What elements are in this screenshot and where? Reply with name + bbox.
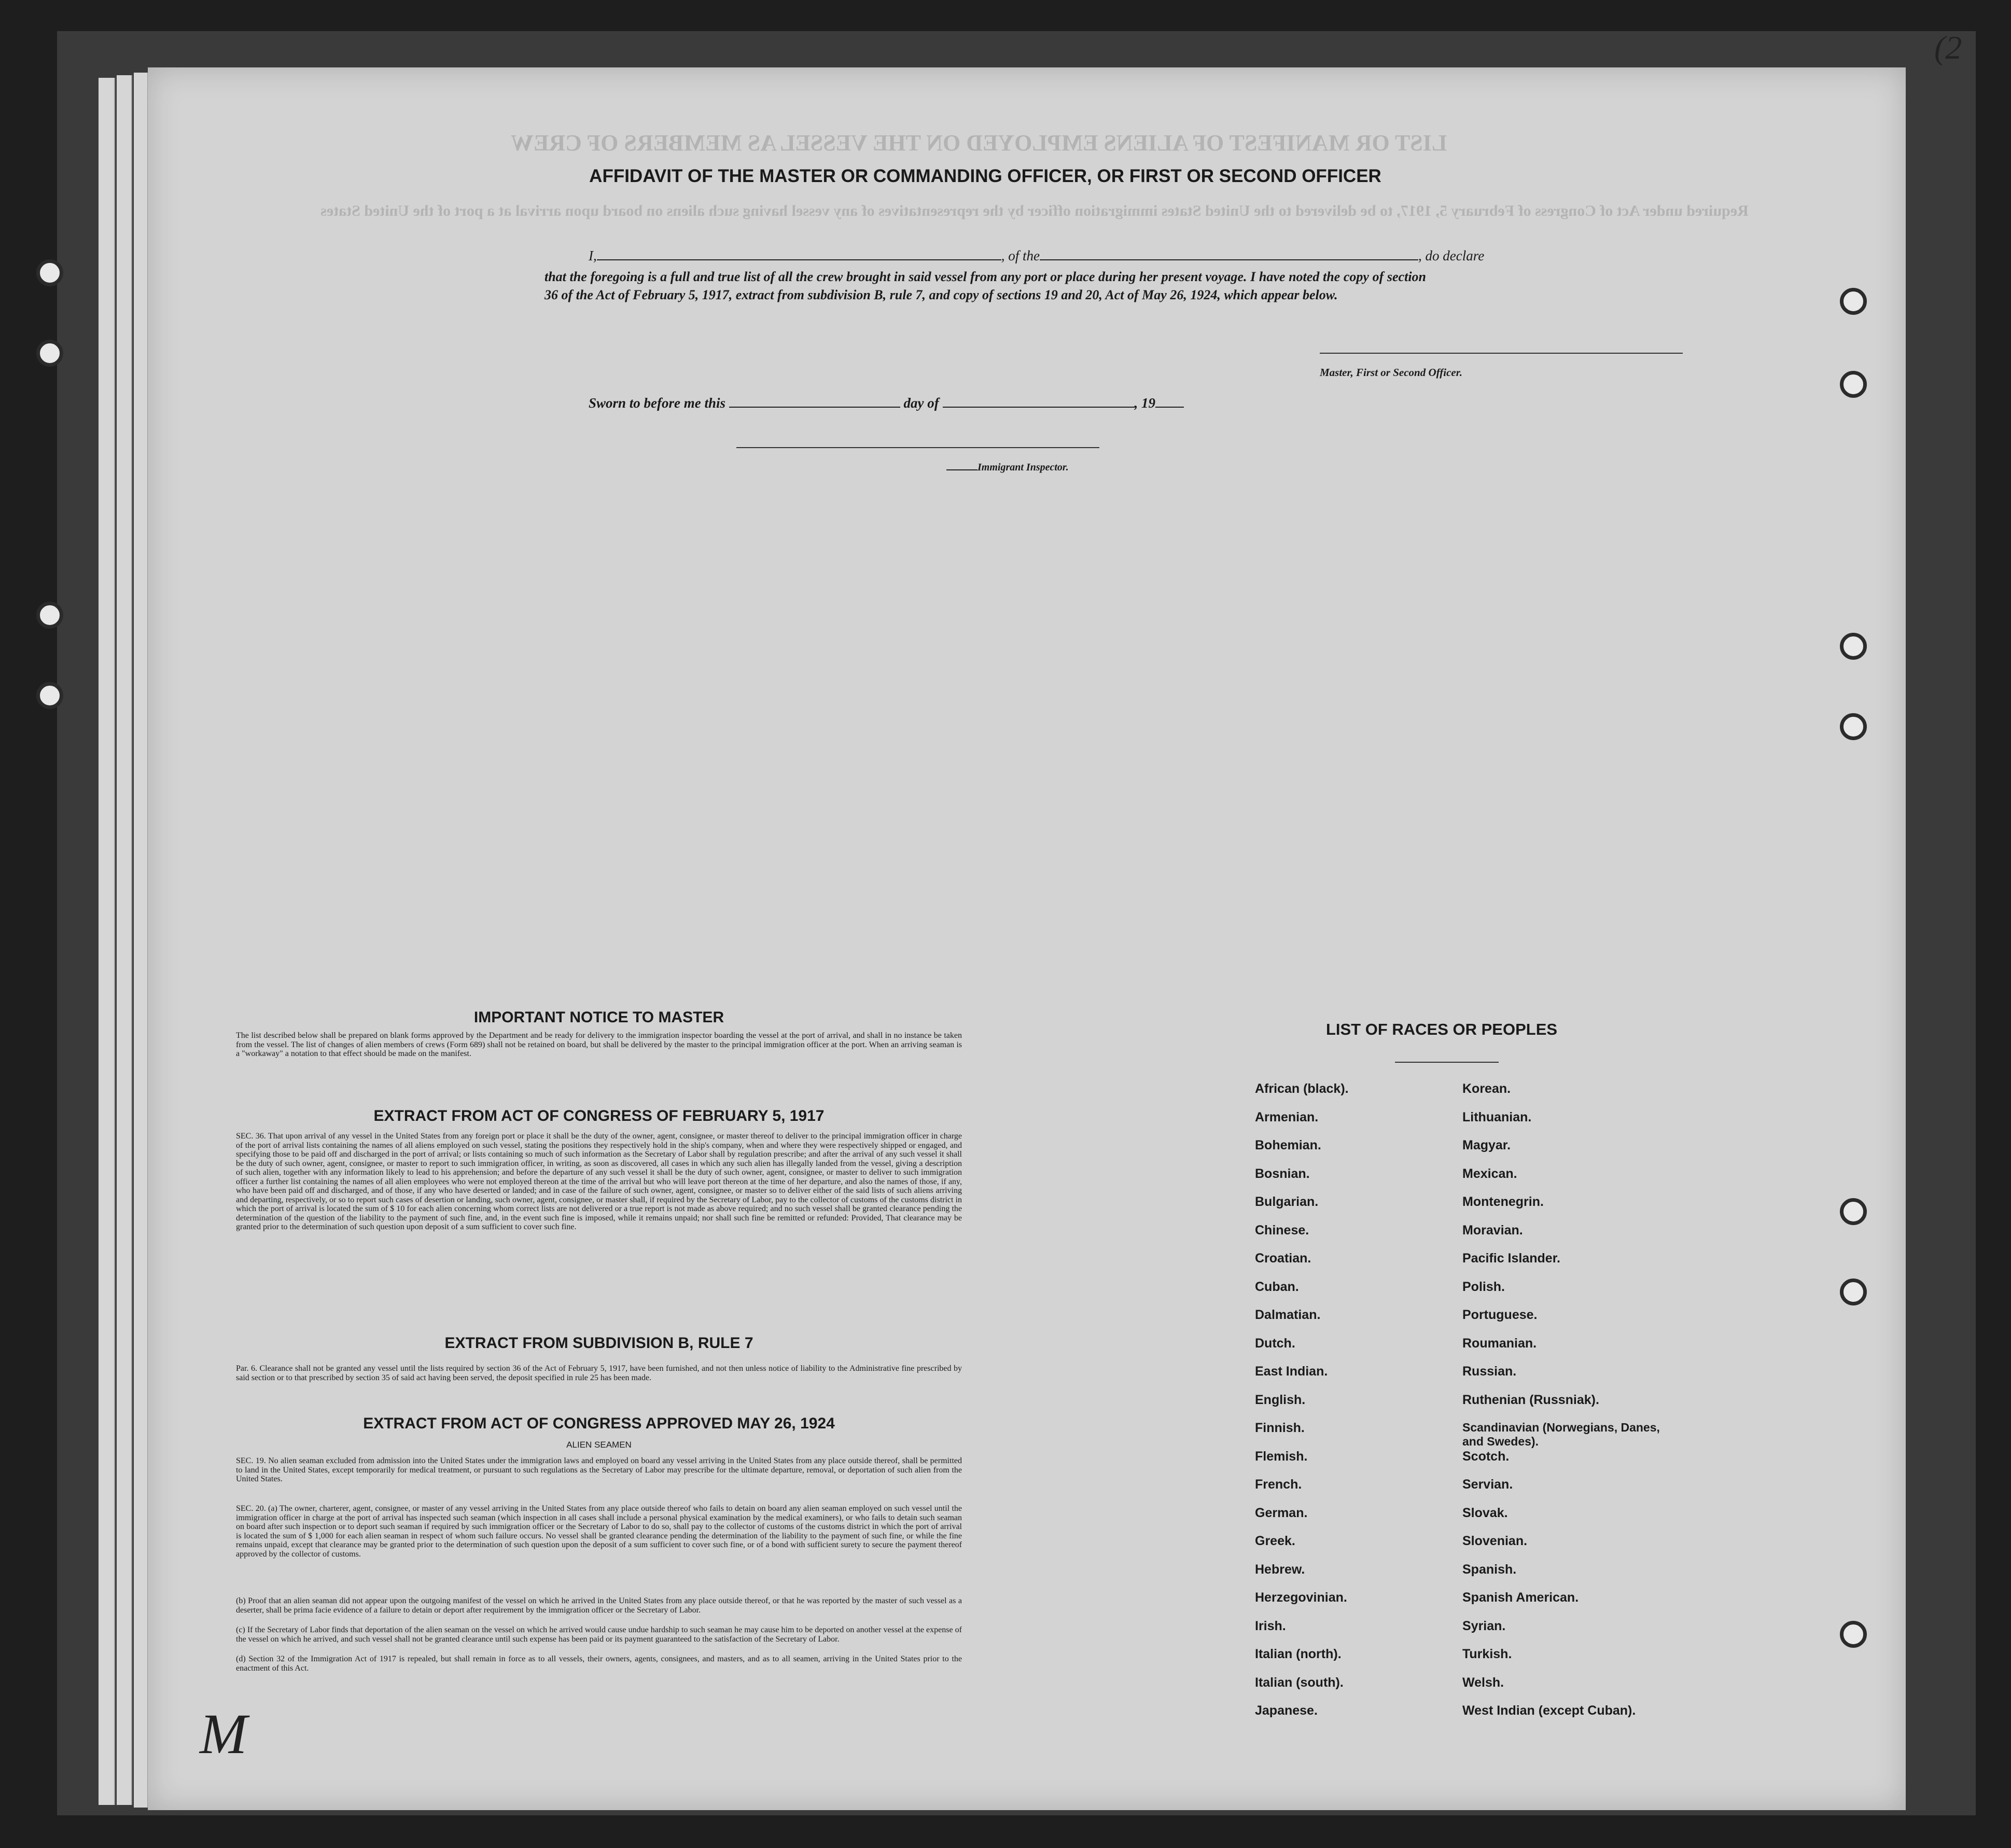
race-item: Greek.: [1255, 1534, 1295, 1548]
race-item: Russian.: [1462, 1364, 1517, 1379]
punch-hole: [1840, 713, 1867, 740]
races-left-column: [1255, 1081, 1349, 1732]
punch-hole: [1840, 288, 1867, 315]
race-item: Ruthenian (Russniak).: [1462, 1392, 1599, 1407]
race-item: German.: [1255, 1505, 1308, 1520]
race-item: Italian (south).: [1255, 1675, 1344, 1690]
race-item: Scandinavian (Norwegians, Danes, and Swedes).: [1462, 1421, 1660, 1448]
sworn-year-field[interactable]: [1155, 407, 1184, 408]
sec20c-body: (c) If the Secretary of Labor finds that deportation of the alien seaman on the vessel on which he arrived would cause undue hardship to such seaman he may cause him to be deported on another vessel at the expense of the vessel on which he arrived, and such vessel shall not be granted clearance until such expense has been paid or its payment guaranteed to the satisfaction of the Secretary of Labor.: [236, 1625, 962, 1644]
race-item: Mexican.: [1462, 1166, 1517, 1181]
race-item: Spanish American.: [1462, 1590, 1579, 1605]
race-item: Lithuanian.: [1462, 1109, 1532, 1124]
master-signature-label: Master, First or Second Officer.: [1320, 366, 1462, 379]
page-edge: [99, 78, 115, 1805]
race-item: East Indian.: [1255, 1364, 1328, 1379]
race-item: Croatian.: [1255, 1251, 1311, 1266]
race-item: Armenian.: [1255, 1109, 1319, 1124]
race-item: Flemish.: [1255, 1449, 1308, 1464]
page-edge: [117, 75, 132, 1805]
race-item: Montenegrin.: [1462, 1194, 1544, 1209]
sec19-body: SEC. 19. No alien seaman excluded from admission into the United States under the immigration laws and employed on board any vessel arriving in the United States from any place outside thereof, shall be permitted to land in the United States, except temporarily for medical treatment, or pursuant to such regulations as the Secretary of Labor may prescribe for the ultimate departure, removal, or deportation of such alien from the United States.: [236, 1456, 962, 1483]
race-item: Moravian.: [1462, 1222, 1523, 1238]
race-item: Japanese.: [1255, 1703, 1318, 1718]
master-name-field[interactable]: [597, 259, 1001, 260]
sworn-label: Sworn to before me this: [589, 395, 726, 411]
races-title: LIST OF RACES OR PEOPLES: [1325, 1020, 1558, 1038]
punch-hole: [36, 682, 63, 709]
punch-hole: [1840, 1279, 1867, 1305]
ghost-subtitle: Required under Act of Congress of February 5, 1917, to be delivered to the United States immigration officer by the representatives of any vessel having such aliens on board upon arrival at a port of the United States: [320, 202, 1749, 219]
sworn-line: [589, 395, 1184, 411]
punch-hole: [1840, 1198, 1867, 1225]
punch-hole: [1840, 371, 1867, 398]
page-edge: [134, 73, 148, 1808]
affidavit-declaration-line: [589, 248, 1484, 264]
race-item: African (black).: [1255, 1081, 1349, 1096]
race-item: Magyar.: [1462, 1138, 1511, 1152]
race-item: Italian (north).: [1255, 1647, 1342, 1661]
race-item: Roumanian.: [1462, 1336, 1537, 1351]
notice-body: The list described below shall be prepared on blank forms approved by the Department and be ready for delivery to the immigration inspector boarding the vessel at the port of arrival, and shall in no instance be taken from the vessel. The list of changes of alien members of crews (Form 689) shall not be retained on board, but shall be delivered by the master to the principal immigration officer at the port. When an arriving seaman is a "workaway" a notation to that effect should be made on the manifest.: [236, 1031, 962, 1058]
race-item: Servian.: [1462, 1477, 1513, 1492]
sec20d-body: (d) Section 32 of the Immigration Act of 1917 is repealed, but shall remain in force as to all vessels, their owners, agents, consignees, and masters, and as to all seamen, arriving in the United States prior to the enactment of this Act.: [236, 1655, 962, 1673]
race-item: Chinese.: [1255, 1222, 1309, 1238]
race-item: Korean.: [1462, 1081, 1511, 1096]
race-item: Slovak.: [1462, 1505, 1508, 1520]
race-item: French.: [1255, 1477, 1302, 1492]
sworn-month-field[interactable]: [943, 407, 1135, 408]
race-item: Polish.: [1462, 1279, 1505, 1294]
inspector-label: Immigrant Inspector.: [977, 462, 1069, 473]
race-item: Syrian.: [1462, 1618, 1506, 1633]
vessel-name-field[interactable]: [1040, 259, 1418, 260]
do-declare-label: , do declare: [1418, 248, 1485, 263]
of-the-label: , of the: [1001, 248, 1040, 263]
race-item: Herzegovinian.: [1255, 1590, 1347, 1605]
race-item: Pacific Islander.: [1462, 1251, 1560, 1266]
extract-1917-body: SEC. 36. That upon arrival of any vessel in the United States from any foreign port or place it shall be the duty of the owner, agent, consignee, or master thereof to deliver to the principal immigration officer in charge of the port of arrival lists containing the names of all aliens employed on such vessel, stating the positions they respectively hold in the ship's company, when and where they were respectively shipped or engaged, and specifying those to be paid off and discharged in the port of arrival; or lists containing so much of such information as the Secretary of Labor shall by regulation prescribe; and after the arrival of any such vessel it shall be the duty of such owner, agent, consignee, or master to report to such immigration officer, in writing, as soon as discovered, all cases in which any such alien has illegally landed from the vessel, giving a description of such alien, together with any information likely to lead to his apprehension; and before the departure of any such vessel it shall be the duty of such owner, agent, consignee, or master to deliver to such immigration officer a further list containing the names of all alien employees who were not employed thereon at the time of the arrival but who will leave port thereon at the time of her departure, and also the names of those, if any, who have been paid off and discharged, and of those, if any who have deserted or landed; and in case of the failure of such owner, agent, consignee, or master so to deliver either of the said lists of such aliens arriving and departing, respectively, or so to report such cases of desertion or landing, such owner, agent, consignee, or master shall, if required by the Secretary of Labor, pay to the collector of customs of the customs district in which the port of arrival is located the sum of $ 10 for each alien concerning whom correct lists are not delivered or a true report is not made as above required; and no such vessel shall be granted clearance pending the determination of the question of the liability to the payment of such fine, and, in the event such fine is imposed, while it remains unpaid; nor shall such fine be remitted or refunded: Provided, That clearance may be granted prior to the determination of such question upon deposit of a sum sufficient to cover such fine.: [236, 1132, 962, 1231]
race-item: Turkish.: [1462, 1647, 1512, 1661]
race-item: Bosnian.: [1255, 1166, 1310, 1181]
punch-hole: [36, 259, 63, 286]
race-item: Welsh.: [1462, 1675, 1504, 1690]
race-item: Portuguese.: [1462, 1308, 1538, 1322]
extract-1917-title: EXTRACT FROM ACT OF CONGRESS OF FEBRUARY 5, 1917: [373, 1107, 825, 1124]
page-number-handwritten: (2: [1934, 29, 1962, 66]
ghost-title: LIST OR MANIFEST OF ALIENS EMPLOYED ON THE VESSEL AS MEMBERS OF CREW: [511, 130, 1447, 156]
race-item: Cuban.: [1255, 1279, 1299, 1294]
punch-hole: [1840, 633, 1867, 660]
initial-handwritten: M: [200, 1702, 247, 1766]
affidavit-title: AFFIDAVIT OF THE MASTER OR COMMANDING OFFICER, OR FIRST OR SECOND OFFICER: [589, 166, 1381, 186]
race-item: English.: [1255, 1392, 1306, 1407]
punch-hole: [1840, 1621, 1867, 1648]
rule7-title: EXTRACT FROM SUBDIVISION B, RULE 7: [444, 1335, 753, 1352]
sec20-body: SEC. 20. (a) The owner, charterer, agent, consignee, or master of any vessel arriving in the United States from any place outside thereof who fails to detain on board any alien seaman employed on such vessel until the immigration officer in charge at the port of arrival has inspected such seaman (which inspection in all cases shall include a personal physical examination by the medical examiners), or who fails to detain such seaman on board after such inspection or to deport such seaman if required by such immigration officer or the Secretary of Labor to do so, shall pay to the collector of customs of the customs district in which the port of arrival is located the sum of $ 1,000 for each alien seaman in respect of whom such failure occurs. No vessel shall be granted clearance pending the determination of the liability to the payment of such fine, or while the fine remains unpaid, except that clearance may be granted prior to the determination of such question upon the deposit of a sum sufficient to cover such fine, or of a bond with sufficient surety to secure the payment thereof approved by the collector of customs.: [236, 1504, 962, 1559]
race-item: Irish.: [1255, 1618, 1286, 1633]
race-item: Hebrew.: [1255, 1562, 1305, 1577]
punch-hole: [36, 340, 63, 367]
i-label: I,: [589, 248, 597, 263]
year-prefix-label: , 19: [1134, 395, 1156, 411]
race-item: Scotch.: [1462, 1449, 1510, 1464]
race-item: Finnish.: [1255, 1421, 1305, 1435]
affidavit-body: that the foregoing is a full and true list of all the crew brought in said vessel from any port or place during her present voyage. I have noted the copy of section 36 of the Act of February 5, 1917, extract from subdivision B, rule 7, and copy of sections 19 and 20, Act of May 26, 1924, which appear below.: [544, 269, 1426, 302]
extract-1924-title: EXTRACT FROM ACT OF CONGRESS APPROVED MAY 26, 1924: [363, 1415, 835, 1432]
race-item: Spanish.: [1462, 1562, 1517, 1577]
race-item: Bohemian.: [1255, 1138, 1321, 1152]
races-right-column: [1462, 1081, 1680, 1732]
sec20b-body: (b) Proof that an alien seaman did not appear upon the outgoing manifest of the vessel on which he arrived in the United States from any place outside thereof, or that he was reported by the master of such vessel as a deserter, shall be prima facie evidence of a failure to detain or deport after requirement by the immigration officer or the Secretary of Labor.: [236, 1596, 962, 1615]
inspector-signature-line: [736, 447, 1099, 448]
notice-title: IMPORTANT NOTICE TO MASTER: [473, 1009, 724, 1026]
race-item: Slovenian.: [1462, 1534, 1528, 1548]
race-item: Dutch.: [1255, 1336, 1295, 1351]
master-signature-line: [1320, 353, 1683, 354]
day-of-label: day of: [903, 395, 939, 411]
race-item: West Indian (except Cuban).: [1462, 1703, 1636, 1718]
race-item: Dalmatian.: [1255, 1308, 1321, 1322]
races-title-rule: [1395, 1062, 1499, 1063]
inspector-field[interactable]: [946, 469, 977, 470]
race-item: Bulgarian.: [1255, 1194, 1319, 1209]
rule7-body: Par. 6. Clearance shall not be granted any vessel until the lists required by section 36 of the Act of February 5, 1917, have been furnished, and not then unless notice of liability to the Administrative fine prescribed by said section or to that prescribed by section 35 of said act having been served, the deposit specified in rule 25 has been made.: [236, 1364, 962, 1382]
sworn-day-field[interactable]: [729, 407, 900, 408]
alien-seamen-subtitle: ALIEN SEAMEN: [566, 1440, 632, 1450]
punch-hole: [36, 602, 63, 629]
inspector-line: [946, 462, 1069, 474]
